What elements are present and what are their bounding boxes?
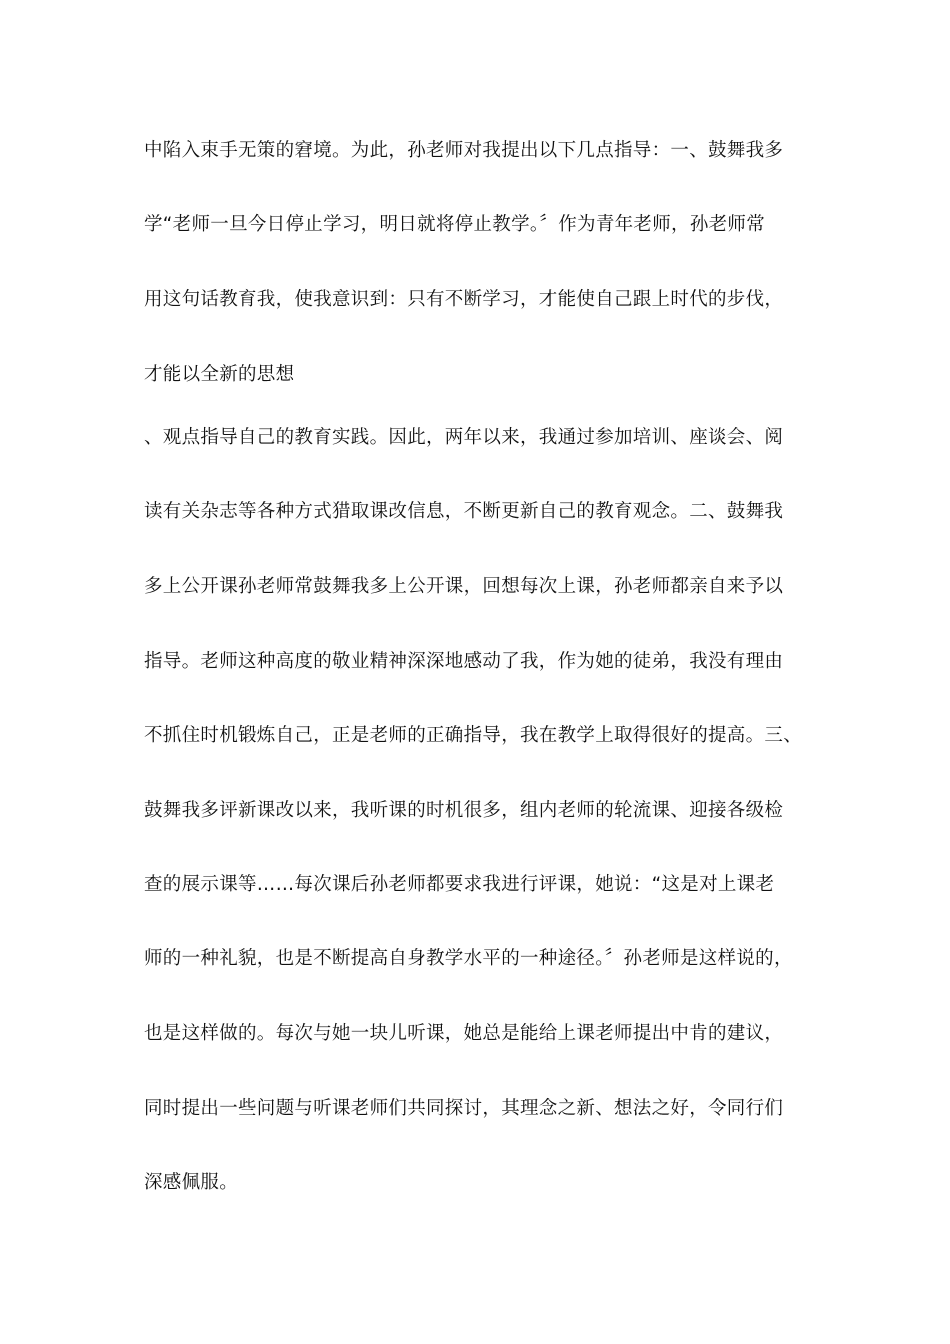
text-line-9: 不抓住时机锻炼自己，正是老师的正确指导，我在教学上取得很好的提高。三、 bbox=[144, 725, 803, 746]
text-line-8: 指导。老师这种高度的敬业精神深深地感动了我，作为她的徒弟，我没有理由 bbox=[144, 651, 784, 672]
text-line-3: 用这句话教育我，使我意识到：只有不断学习，才能使自己跟上时代的步伐， bbox=[144, 289, 784, 310]
text-line-6: 读有关杂志等各种方式猎取课改信息，不断更新自己的教育观念。二、鼓舞我 bbox=[144, 501, 784, 522]
text-line-5: 、观点指导自己的教育实践。因此，两年以来，我通过参加培训、座谈会、阅 bbox=[144, 427, 784, 448]
text-line-15: 深感佩服。 bbox=[144, 1172, 239, 1193]
text-line-10: 鼓舞我多评新课改以来，我听课的时机很多，组内老师的轮流课、迎接各级检 bbox=[144, 800, 784, 821]
text-line-13: 也是这样做的。每次与她一块儿听课，她总是能给上课老师提出中肯的建议， bbox=[144, 1023, 784, 1044]
text-line-14: 同时提出一些问题与听课老师们共同探讨，其理念之新、想法之好，令同行们 bbox=[144, 1098, 784, 1119]
text-line-11: 查的展示课等……每次课后孙老师都要求我进行评课，她说：“这是对上课老 bbox=[144, 874, 775, 895]
text-line-4: 才能以全新的思想 bbox=[144, 364, 295, 385]
text-line-12: 师的一种礼貌，也是不断提高自身教学水平的一种途径。〞孙老师是这样说的， bbox=[144, 948, 793, 969]
text-line-2: 学“老师一旦今日停止学习，明日就将停止教学。〞作为青年老师，孙老师常 bbox=[144, 214, 766, 235]
text-line-7: 多上公开课孙老师常鼓舞我多上公开课，回想每次上课，孙老师都亲自来予以 bbox=[144, 576, 784, 597]
text-line-1: 中陷入束手无策的窘境。为此，孙老师对我提出以下几点指导：一、鼓舞我多 bbox=[144, 140, 784, 161]
